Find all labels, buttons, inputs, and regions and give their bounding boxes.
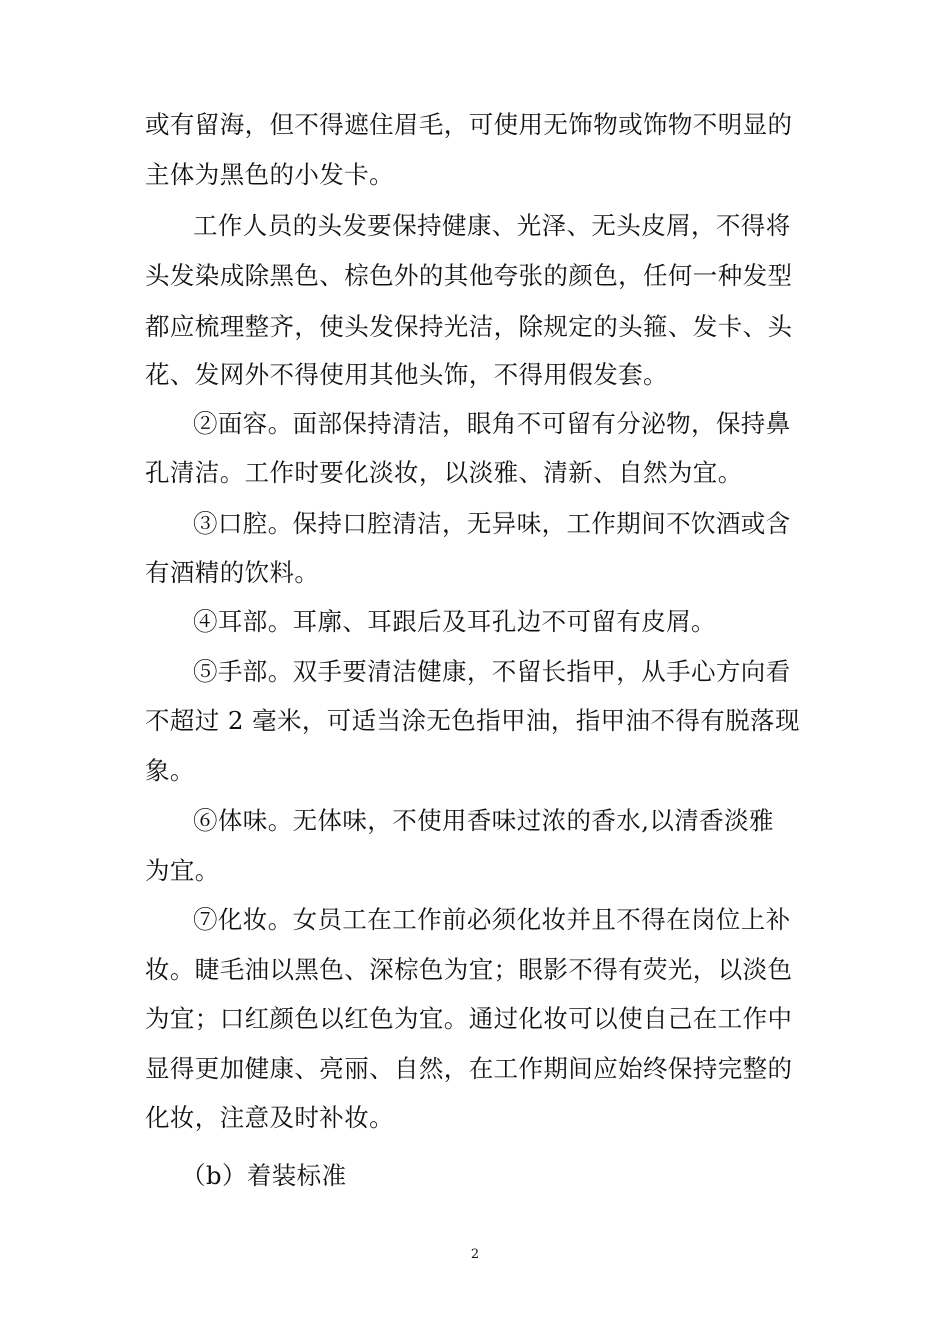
text-line-21: 化妆，注意及时补妆。: [145, 1103, 394, 1132]
paragraph-odor-start: ⑥体味。无体味，不使用香味过浓的香水,以清香淡雅: [193, 806, 774, 835]
text-line-13: 不超过 2 毫米，可适当涂无色指甲油，指甲油不得有脱落现: [145, 706, 800, 735]
paragraph-makeup-start: ⑦化妆。女员工在工作前必须化妆并且不得在岗位上补: [193, 905, 791, 934]
paragraph-hair-start: 工作人员的头发要保持健康、光泽、无头皮屑，不得将: [193, 211, 791, 240]
text-line-14: 象。: [145, 756, 195, 785]
paragraph-ears: ④耳部。耳廓、耳跟后及耳孔边不可留有皮屑。: [193, 607, 716, 636]
paragraph-hands-start: ⑤手部。双手要清洁健康，不留长指甲，从手心方向看: [193, 657, 791, 686]
text-line-4: 头发染成除黑色、棕色外的其他夸张的颜色，任何一种发型: [145, 261, 793, 290]
page-number: 2: [470, 1247, 480, 1262]
text-line-5: 都应梳理整齐，使头发保持光洁，除规定的头箍、发卡、头: [145, 312, 793, 341]
text-line-10: 有酒精的饮料。: [145, 558, 320, 587]
text-line-1: 或有留海，但不得遮住眉毛，可使用无饰物或饰物不明显的: [145, 110, 793, 139]
paragraph-face-start: ②面容。面部保持清洁，眼角不可留有分泌物，保持鼻: [193, 409, 791, 438]
text-line-16: 为宜。: [145, 856, 220, 885]
text-line-8: 孔清洁。工作时要化淡妆，以淡雅、清新、自然为宜。: [145, 458, 743, 487]
text-line-2: 主体为黑色的小发卡。: [145, 160, 394, 189]
text-line-19: 为宜；口红颜色以红色为宜。通过化妆可以使自己在工作中: [145, 1004, 793, 1033]
paragraph-mouth-start: ③口腔。保持口腔清洁，无异味，工作期间不饮酒或含: [193, 509, 791, 538]
text-line-6: 花、发网外不得使用其他头饰，不得用假发套。: [145, 360, 668, 389]
text-line-18: 妆。睫毛油以黑色、深棕色为宜；眼影不得有荧光，以淡色: [145, 955, 793, 984]
section-heading-dress-standard: （b）着装标准: [181, 1161, 347, 1190]
text-line-20: 显得更加健康、亮丽、自然，在工作期间应始终保持完整的: [145, 1054, 793, 1083]
